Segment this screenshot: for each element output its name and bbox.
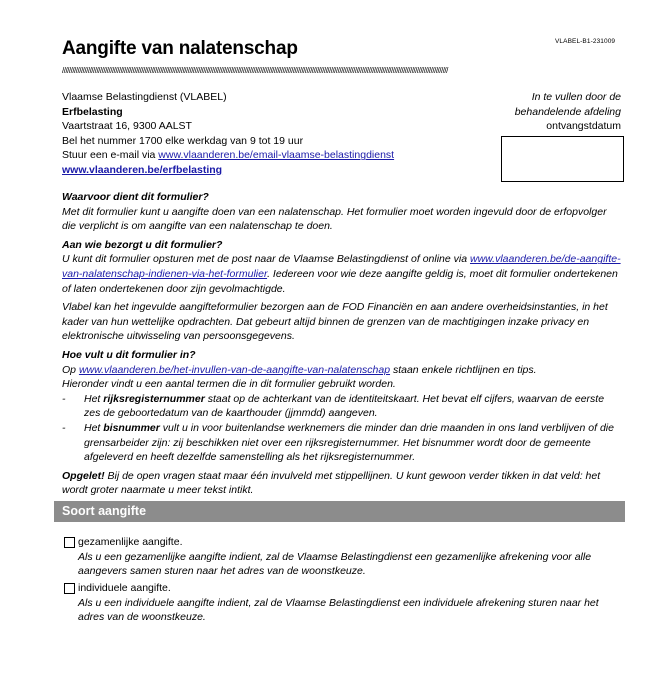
org-name: Vlaamse Belastingdienst (VLABEL)	[62, 91, 227, 103]
joint-checkbox[interactable]	[64, 537, 75, 548]
term-rrn: rijksregisternummer	[103, 392, 205, 405]
individual-description: Als u een individuele aangifte indient, zal de Vlaamse Belastingdienst een individuele afrekening sturen naar het adres van de woonstkeuze.	[78, 596, 599, 624]
individual-checkbox[interactable]	[64, 583, 75, 594]
submit-online-link[interactable]: www.vlaanderen.be/de-aangifte-van-nalatenschap-indienen-via-het-formulier	[62, 253, 621, 280]
question-purpose: Waarvoor dient dit formulier?	[62, 191, 209, 203]
bullet-post: staat op de achterkant van de identiteitskaart. Het bevat elf cijfers, waarvan de eerste zes de geboortedatum van de kaarthouder (jjmmdd) aangeven.	[84, 392, 605, 420]
bullet-dash: -	[62, 392, 66, 405]
document-code: VLABEL-B1-231009	[555, 38, 616, 45]
email-line	[62, 148, 394, 163]
answer-howto	[62, 363, 622, 378]
term-bis: bisnummer	[103, 421, 160, 434]
page-title: Aangifte van nalatenschap	[62, 38, 298, 59]
office-use-block	[515, 90, 621, 134]
terms-intro: Hieronder vindt u een aantal termen die in dit formulier gebruikt worden.	[62, 378, 396, 391]
option-individual	[64, 581, 620, 625]
section-title: Soort aangifte	[62, 504, 147, 518]
note-text: Bij de open vragen staat maar één invulveld met stippellijnen. U kunt gewoon verder tikken in dat veld: het wordt groter naarmate u meer tekst intikt.	[62, 469, 601, 497]
joint-label: gezamenlijke aangifte.	[78, 536, 183, 548]
option-joint	[64, 535, 620, 579]
howto-link[interactable]: www.vlaanderen.be/het-invullen-van-de-aangifte-van-nalatenschap	[78, 363, 391, 376]
phone-info: Bel het nummer 1700 elke werkdag van 9 tot 19 uur	[62, 134, 304, 147]
individual-label: individuele aangifte.	[78, 582, 171, 594]
receipt-date-box	[501, 136, 624, 182]
section-header	[54, 501, 625, 522]
office-line-2: behandelende afdeling	[514, 105, 621, 118]
term-bullet-rrn	[62, 392, 622, 421]
answer-howto-pre: Op	[62, 363, 79, 376]
email-link[interactable]: www.vlaanderen.be/email-vlaamse-belastingdienst	[158, 149, 395, 162]
answer-submit	[62, 252, 622, 296]
email-prefix: Stuur een e-mail via	[62, 149, 159, 162]
joint-description: Als u een gezamenlijke aangifte indient, zal de Vlaamse Belastingdienst een gezamenlijke afrekening voor alle aangevers samen sturen naar het adres van de woonstkeuze.	[78, 550, 592, 578]
question-submit: Aan wie bezorgt u dit formulier?	[62, 238, 223, 251]
answer-purpose: Met dit formulier kunt u aangifte doen van een nalatenschap. Het formulier moet worden ingevuld door de erfopvolger die verplicht is om aangifte van een nalatenschap te doen.	[62, 205, 607, 233]
street-address: Vaartstraat 16, 9300 AALST	[62, 120, 192, 133]
slash-divider: ////////////////////////////////////////////////////////////////////////////////////////////////////////////////////////////////////////////////////////////////////////////////////////////////////////////////////////////////	[62, 66, 448, 75]
bullet-pre: Het	[84, 421, 104, 434]
note-label: Opgelet!	[62, 469, 105, 482]
dept-name: Erfbelasting	[62, 105, 123, 118]
question-howto: Hoe vult u dit formulier in?	[62, 348, 196, 361]
address-block	[62, 90, 394, 178]
note	[62, 469, 622, 498]
office-line-1: In te vullen door de	[531, 91, 621, 103]
answer-submit-post: . Iedereen voor wie deze aangifte geldig is, moet dit formulier ondertekenen of laten ondertekenen door zijn gevolmachtigde.	[62, 267, 618, 295]
term-bullet-bis	[62, 421, 622, 465]
website-link[interactable]: www.vlaanderen.be/erfbelasting	[62, 163, 223, 176]
bullet-pre: Het	[84, 392, 104, 405]
office-line-3: ontvangstdatum	[546, 120, 621, 133]
answer-submit-privacy: Vlabel kan het ingevulde aangifteformulier bezorgen aan de FOD Financiën en aan andere overheidsinstanties, in het kader van hun wettelijke opdrachten. Dat gebeurt altijd binnen de grenzen van de machtigingen inzake privacy en elektronische uitwisseling van persoonsgegevens.	[62, 301, 608, 343]
answer-submit-pre: U kunt dit formulier opsturen met de post naar de Vlaamse Belastingdienst of online via	[62, 253, 470, 266]
intro-text	[62, 186, 622, 498]
answer-howto-post: staan enkele richtlijnen en tips.	[390, 363, 537, 376]
bullet-post: vult u in voor buitenlandse werknemers die minder dan drie maanden in ons land verblijven of die grensarbeider zijn: zij beschikken niet over een rijksregisternummer. Het bisnummer wordt door de gemeente afgeleverd en heeft dezelfde samenstelling als het rijksregisternummer.	[84, 421, 614, 464]
bullet-dash: -	[62, 421, 66, 434]
